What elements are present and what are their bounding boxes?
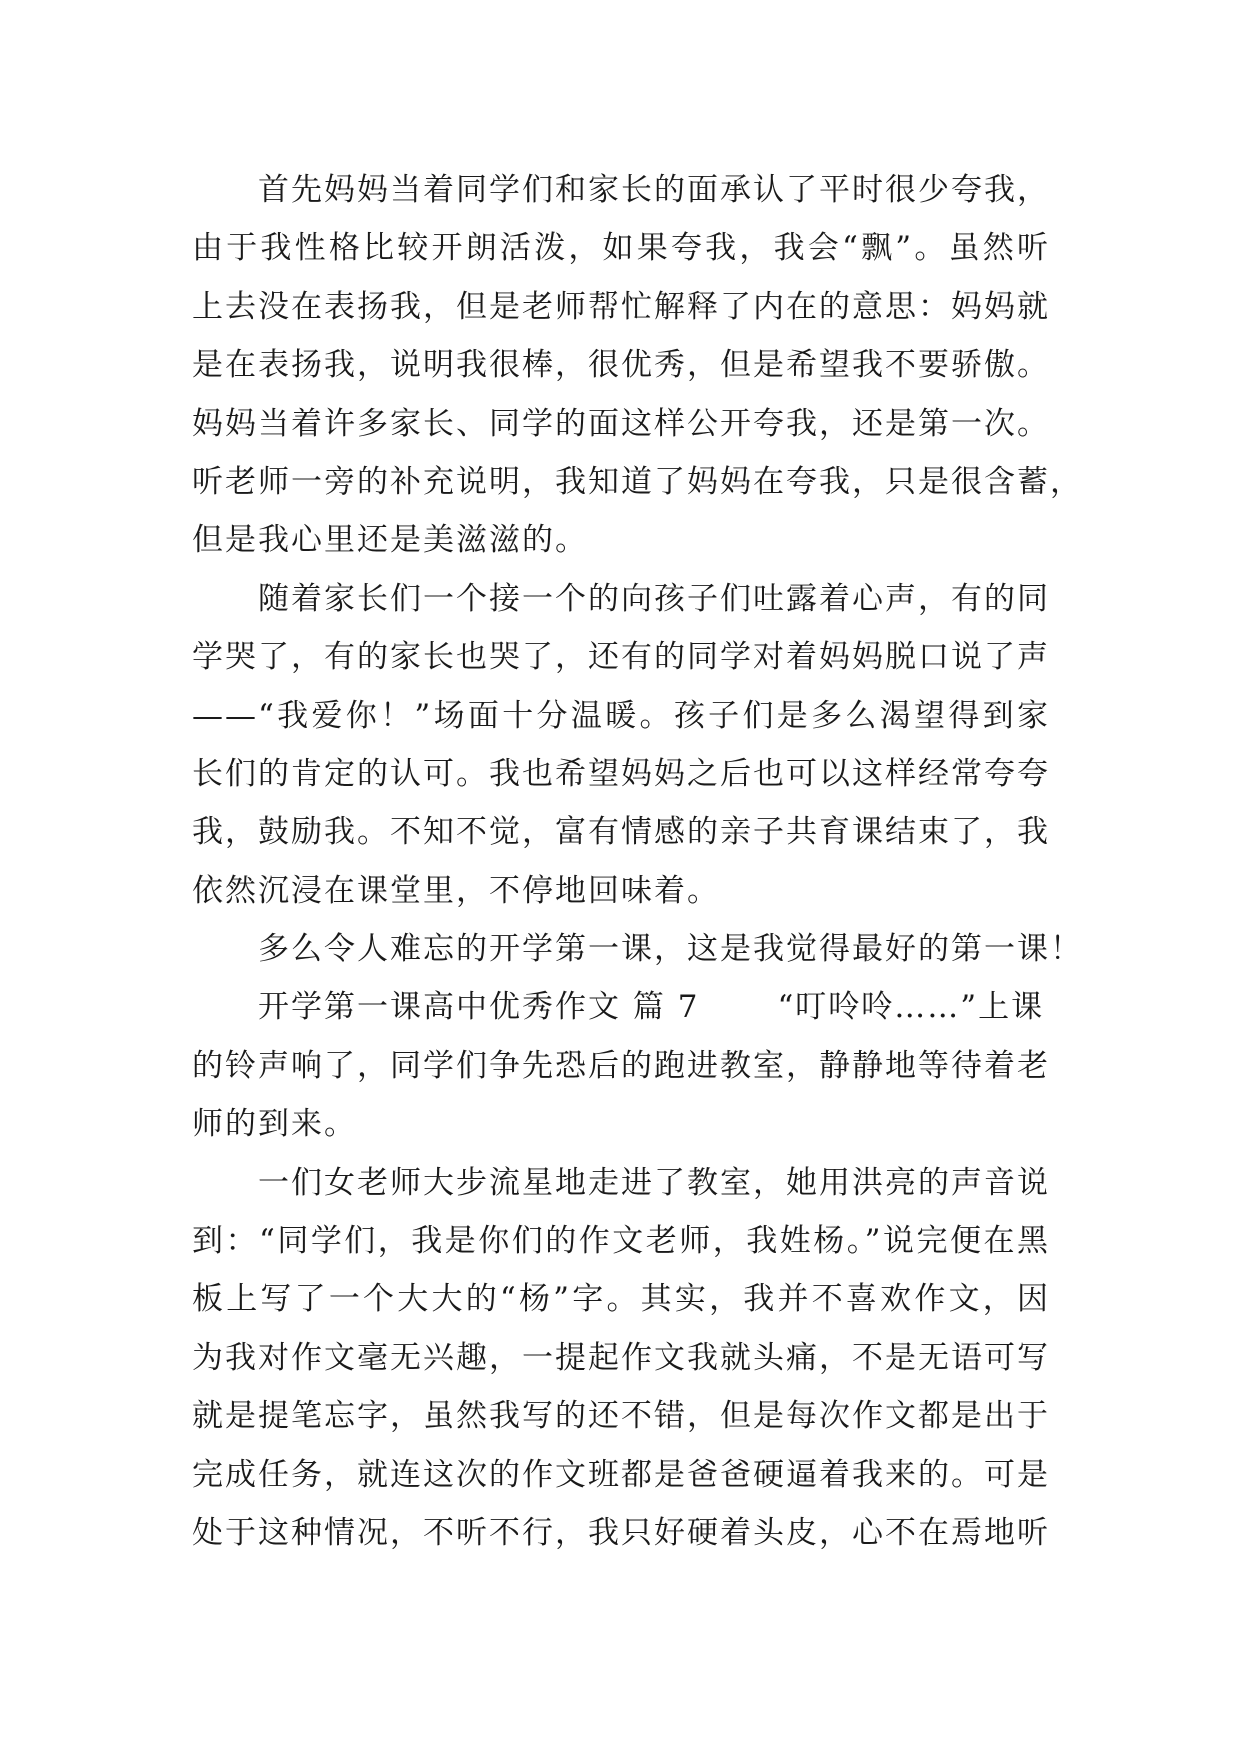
text-line-tail: “叮呤呤……”上课 — [777, 989, 1045, 1026]
text-line: 到：“同学们，我是你们的作文老师，我姓杨。”说完便在黑 — [192, 1223, 1050, 1260]
text-line: 但是我心里还是美滋滋的。 — [192, 522, 588, 559]
text-line — [192, 978, 1050, 1036]
text-line: 是在表扬我，说明我很棒，很优秀，但是希望我不要骄傲。 — [192, 347, 1050, 384]
text-line: 的铃声响了，同学们争先恐后的跑进教室，静静地等待着老 — [192, 1047, 1050, 1084]
text-line: 听老师一旁的补充说明，我知道了妈妈在夸我，只是很含蓄， — [192, 463, 1083, 500]
text-line: 板上写了一个大大的“杨”字。其实，我并不喜欢作文，因 — [192, 1281, 1050, 1318]
text-line: 为我对作文毫无兴趣，一提起作文我就头痛，不是无语可写 — [192, 1339, 1050, 1376]
text-line: 一们女老师大步流星地走进了教室，她用洪亮的声音说 — [258, 1164, 1050, 1201]
text-line: 上去没在表扬我，但是老师帮忙解释了内在的意思：妈妈就 — [192, 288, 1050, 325]
text-line: 多么令人难忘的开学第一课，这是我觉得最好的第一课！ — [258, 931, 1083, 968]
essay-body — [192, 161, 1083, 1562]
text-line: 妈妈当着许多家长、同学的面这样公开夸我，还是第一次。 — [192, 405, 1050, 442]
text-line: 我，鼓励我。不知不觉，富有情感的亲子共育课结束了，我 — [192, 814, 1050, 851]
text-line: ——“我爱你！”场面十分温暖。孩子们是多么渴望得到家 — [192, 697, 1050, 734]
text-line: 由于我性格比较开朗活泼，如果夸我，我会“飘”。虽然听 — [192, 230, 1050, 267]
text-line: 长们的肯定的认可。我也希望妈妈之后也可以这样经常夸夸 — [192, 755, 1050, 792]
text-line: 首先妈妈当着同学们和家长的面承认了平时很少夸我， — [258, 172, 1050, 208]
text-line: 学哭了，有的家长也哭了，还有的同学对着妈妈脱口说了声 — [192, 639, 1050, 676]
text-line: 师的到来。 — [192, 1106, 357, 1143]
text-line: 处于这种情况，不听不行，我只好硬着头皮，心不在焉地听 — [192, 1514, 1050, 1551]
text-line: 完成任务，就连这次的作文班都是爸爸硬逼着我来的。可是 — [192, 1456, 1050, 1493]
text-line: 依然沉浸在课堂里，不停地回味着。 — [192, 872, 720, 909]
text-line: 随着家长们一个接一个的向孩子们吐露着心声，有的同 — [258, 580, 1050, 617]
section-heading: 开学第一课高中优秀作文 篇 7 — [258, 989, 700, 1026]
text-line: 就是提笔忘字，虽然我写的还不错，但是每次作文都是出于 — [192, 1398, 1050, 1435]
